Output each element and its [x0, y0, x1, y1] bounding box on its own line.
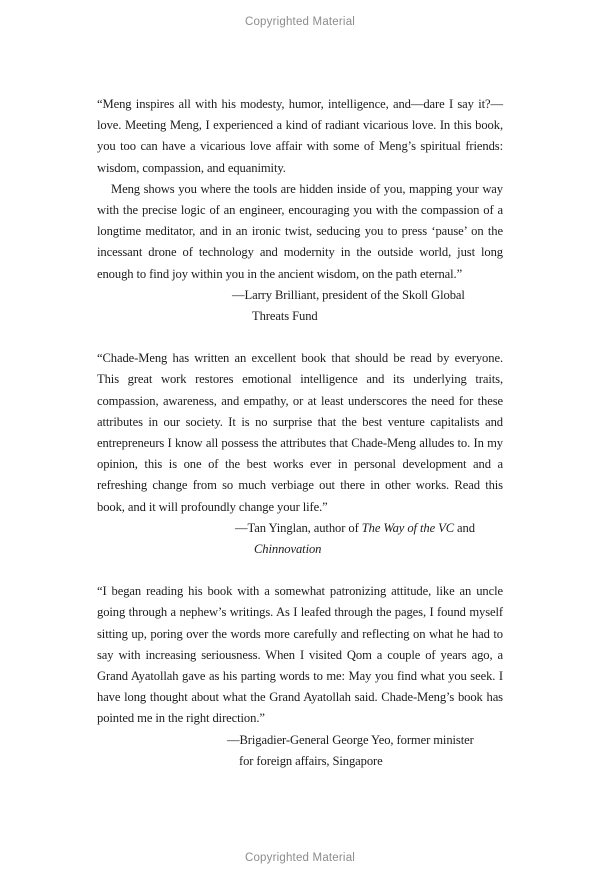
quote-paragraph: “Chade-Meng has written an excellent book that should be read by everyone. This great work restores emotional intelligence and its underlying traits, compassion, awareness, and empathy, or at least underscores the need for these attributes in our society. It is no surprise that the best venture capitalists and entrepreneurs I know all possess the attributes that Chade-Meng alludes to. In my opinion, this is one of the best works ever in personal development and a refreshing change from so much verbiage out there in other works. Read this book, and it will profoundly change your life.”	[97, 351, 503, 514]
endorsements-content	[97, 94, 503, 772]
attribution-line	[97, 518, 503, 539]
book-title-italic: Chinnovation	[254, 542, 322, 557]
endorsement-quote-2	[97, 348, 503, 560]
copyright-notice-top: Copyrighted Material	[244, 16, 356, 28]
attribution-line: —Larry Brilliant, president of the Skoll Global	[232, 287, 465, 302]
quote-paragraph: “Meng inspires all with his modesty, humor, intelligence, and—dare I say it?—love. Meeting Meng, I experienced a kind of radiant vicarious love. In this book, you too can have a vicarious love affair with some of Meng’s spiritual friends: wisdom, compassion, and equanimity.	[97, 97, 503, 175]
attribution-line: Threats Fund	[252, 309, 318, 324]
quote-paragraph: “I began reading his book with a somewhat patronizing attitude, like an uncle going through a nephew’s writings. As I leafed through the pages, I found myself sitting up, poring over the words more carefully and reflecting on what he had to say with increasing seriousness. When I visited Qom a couple of years ago, a Grand Ayatollah gave as his parting words to me: May you find what you seek. I have long thought about what the Grand Ayatollah said. Chade-Meng’s book has pointed me in the right direction.”	[97, 584, 503, 726]
attribution-text: —Tan Yinglan, author of	[235, 520, 362, 535]
copyright-notice-bottom: Copyrighted Material	[244, 852, 356, 864]
endorsement-quote-3	[97, 581, 503, 772]
book-title-italic: The Way of the VC	[361, 520, 454, 535]
quote-paragraph: Meng shows you where the tools are hidden inside of you, mapping your way with the precise logic of an engineer, encouraging you with the compassion of a longtime meditator, and in an ironic twist, seducing you to press ‘pause’ on the incessant drone of technology and modernity in the outside world, just long enough to find joy within you in the ancient wisdom, on the path eternal.”	[97, 181, 503, 281]
endorsement-quote-1	[97, 94, 503, 327]
attribution-line: for foreign affairs, Singapore	[239, 753, 383, 768]
attribution-line: —Brigadier-General George Yeo, former minister	[227, 732, 474, 747]
attribution-text: and	[454, 520, 475, 535]
